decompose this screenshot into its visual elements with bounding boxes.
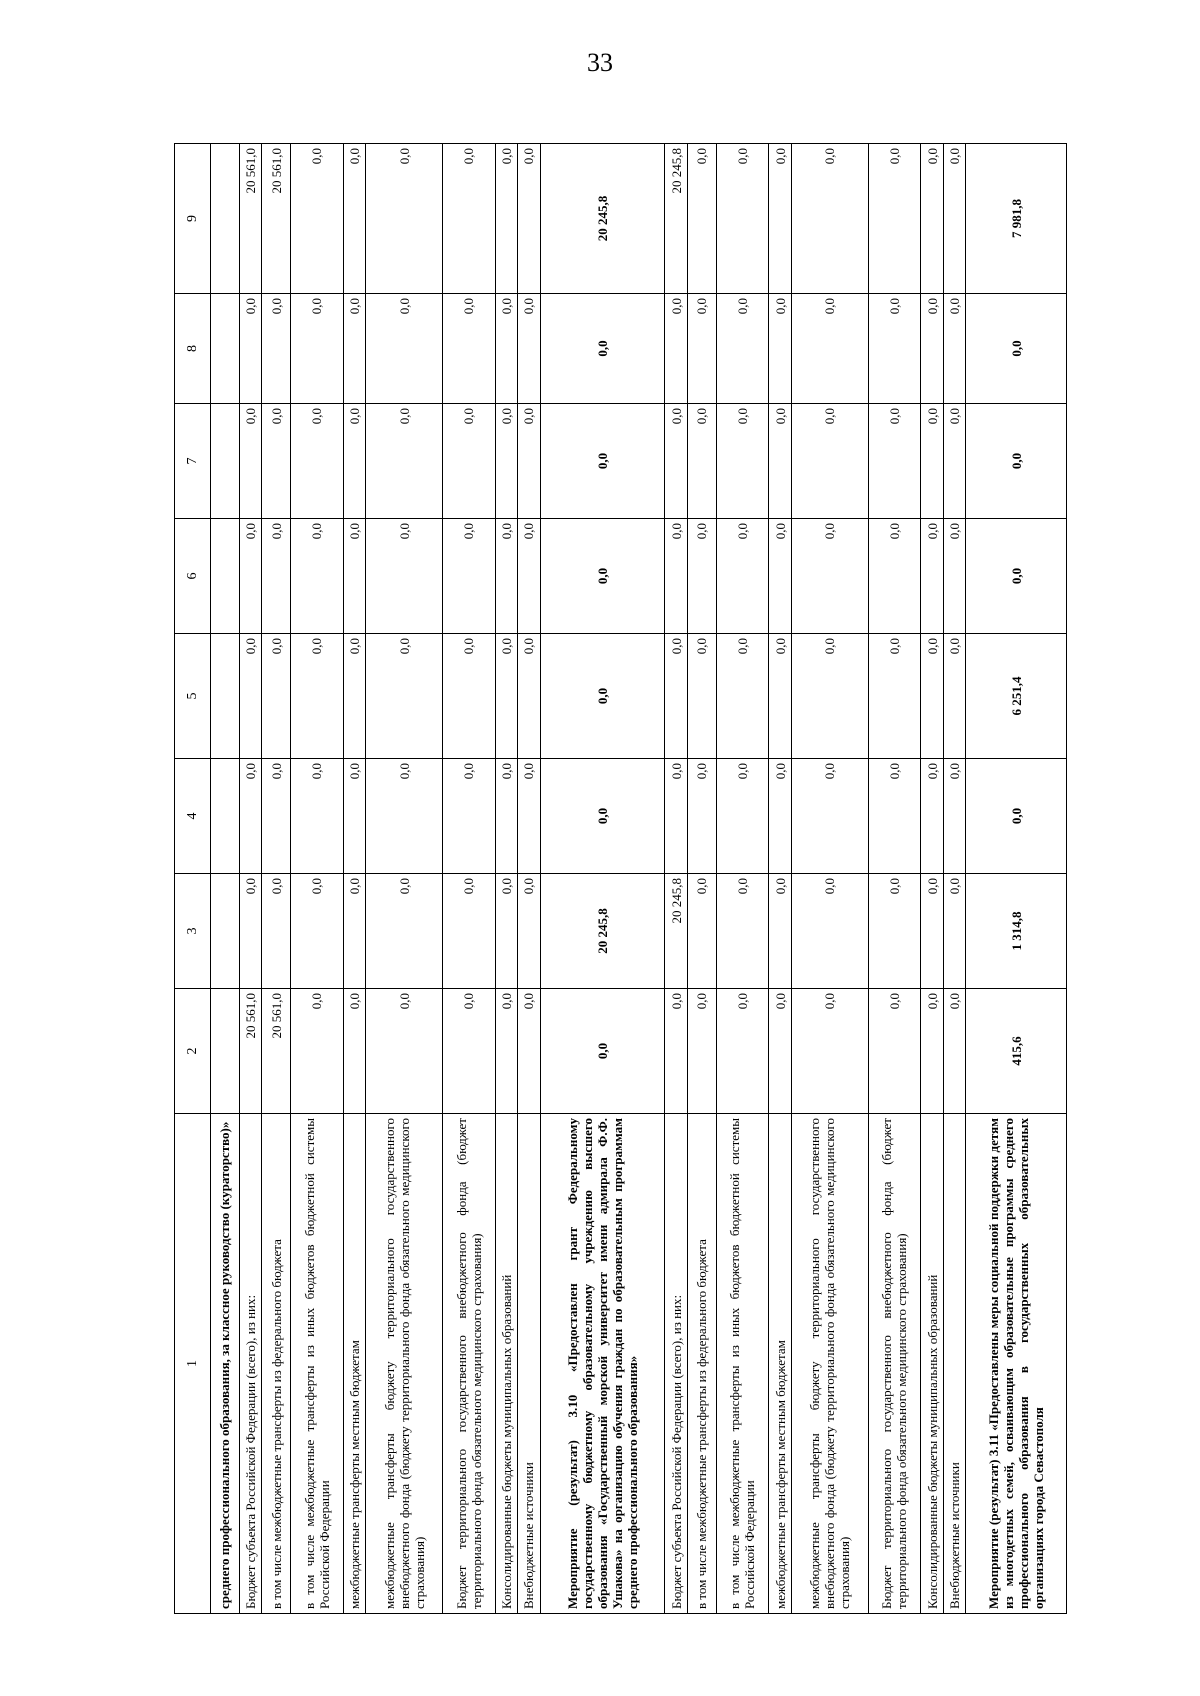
value-cell: 0,0 bbox=[366, 989, 443, 1114]
column-header: 9 bbox=[175, 144, 211, 294]
value-cell: 0,0 bbox=[791, 634, 868, 759]
value-cell: 0,0 bbox=[290, 634, 343, 759]
value-cell: 0,0 bbox=[868, 144, 921, 294]
value-cell: 20 245,8 bbox=[540, 874, 665, 989]
value-cell: 0,0 bbox=[290, 874, 343, 989]
funding-table bbox=[174, 143, 1067, 1614]
value-cell: 0,0 bbox=[966, 294, 1067, 404]
value-cell: 0,0 bbox=[442, 294, 495, 404]
value-cell: 0,0 bbox=[791, 294, 868, 404]
value-cell: 0,0 bbox=[343, 144, 365, 294]
value-cell: 0,0 bbox=[518, 404, 540, 519]
value-cell: 0,0 bbox=[966, 519, 1067, 634]
row-label: межбюджетные трансферты бюджету территориального государственного внебюджетного фонда (бюджету территориального фонда обязательного медицинского страхования) bbox=[366, 1114, 443, 1614]
row-label: среднего профессионального образования, за классное руководство (кураторство)» bbox=[211, 1114, 240, 1614]
value-cell: 0,0 bbox=[262, 404, 291, 519]
value-cell: 0,0 bbox=[791, 144, 868, 294]
table-row bbox=[239, 144, 261, 1614]
value-cell: 0,0 bbox=[687, 144, 716, 294]
value-cell: 0,0 bbox=[366, 759, 443, 874]
value-cell: 415,6 bbox=[966, 989, 1067, 1114]
value-cell: 0,0 bbox=[868, 634, 921, 759]
value-cell: 0,0 bbox=[921, 874, 943, 989]
value-cell: 0,0 bbox=[290, 989, 343, 1114]
value-cell: 0,0 bbox=[769, 634, 791, 759]
value-cell: 0,0 bbox=[769, 404, 791, 519]
value-cell: 20 561,0 bbox=[239, 989, 261, 1114]
value-cell: 0,0 bbox=[343, 404, 365, 519]
value-cell: 0,0 bbox=[366, 874, 443, 989]
column-header: 1 bbox=[175, 1114, 211, 1614]
value-cell: 0,0 bbox=[868, 989, 921, 1114]
value-cell: 0,0 bbox=[262, 874, 291, 989]
value-cell: 0,0 bbox=[687, 404, 716, 519]
value-cell: 0,0 bbox=[943, 404, 965, 519]
value-cell bbox=[211, 519, 240, 634]
value-cell: 0,0 bbox=[239, 519, 261, 634]
value-cell: 0,0 bbox=[540, 759, 665, 874]
value-cell: 0,0 bbox=[687, 874, 716, 989]
value-cell: 0,0 bbox=[518, 294, 540, 404]
value-cell: 0,0 bbox=[769, 144, 791, 294]
value-cell: 0,0 bbox=[495, 404, 517, 519]
value-cell: 0,0 bbox=[518, 634, 540, 759]
value-cell bbox=[211, 144, 240, 294]
row-label: Бюджет субъекта Российской Федерации (всего), из них: bbox=[239, 1114, 261, 1614]
value-cell: 0,0 bbox=[290, 519, 343, 634]
value-cell: 0,0 bbox=[943, 294, 965, 404]
row-label: Консолидированные бюджеты муниципальных образований bbox=[495, 1114, 517, 1614]
value-cell: 0,0 bbox=[921, 294, 943, 404]
table-row bbox=[518, 144, 540, 1614]
value-cell bbox=[211, 404, 240, 519]
value-cell: 0,0 bbox=[343, 634, 365, 759]
value-cell: 0,0 bbox=[518, 989, 540, 1114]
row-label: Внебюджетные источники bbox=[518, 1114, 540, 1614]
value-cell: 0,0 bbox=[943, 144, 965, 294]
value-cell: 0,0 bbox=[366, 404, 443, 519]
value-cell: 1 314,8 bbox=[966, 874, 1067, 989]
value-cell: 0,0 bbox=[687, 519, 716, 634]
value-cell: 6 251,4 bbox=[966, 634, 1067, 759]
value-cell: 0,0 bbox=[442, 519, 495, 634]
value-cell: 0,0 bbox=[442, 144, 495, 294]
row-label: в том числе межбюджетные трансферты из иных бюджетов бюджетной системы Российской Федерации bbox=[290, 1114, 343, 1614]
value-cell: 0,0 bbox=[540, 634, 665, 759]
value-cell: 0,0 bbox=[943, 634, 965, 759]
value-cell bbox=[211, 989, 240, 1114]
value-cell: 7 981,8 bbox=[966, 144, 1067, 294]
value-cell: 0,0 bbox=[687, 294, 716, 404]
value-cell: 0,0 bbox=[868, 519, 921, 634]
value-cell: 0,0 bbox=[716, 294, 769, 404]
row-label: Мероприятие (результат) 3.11 «Предоставлены меры социальной поддержки детям из многодетных семей, осваивающим образовательные программы среднего профессионального образования в государственных образовательных организациях города Севастополя bbox=[966, 1114, 1067, 1614]
value-cell: 0,0 bbox=[687, 989, 716, 1114]
value-cell: 0,0 bbox=[518, 519, 540, 634]
value-cell: 0,0 bbox=[366, 634, 443, 759]
value-cell: 20 245,8 bbox=[665, 144, 687, 294]
value-cell: 0,0 bbox=[442, 989, 495, 1114]
value-cell: 0,0 bbox=[665, 759, 687, 874]
value-cell: 0,0 bbox=[343, 989, 365, 1114]
value-cell: 0,0 bbox=[366, 294, 443, 404]
row-label: межбюджетные трансферты бюджету территориального государственного внебюджетного фонда (бюджету территориального фонда обязательного медицинского страхования) bbox=[791, 1114, 868, 1614]
row-label: межбюджетные трансферты местным бюджетам bbox=[769, 1114, 791, 1614]
value-cell bbox=[211, 874, 240, 989]
value-cell: 0,0 bbox=[921, 634, 943, 759]
value-cell: 0,0 bbox=[442, 634, 495, 759]
value-cell: 0,0 bbox=[966, 404, 1067, 519]
value-cell: 0,0 bbox=[290, 759, 343, 874]
value-cell: 0,0 bbox=[791, 519, 868, 634]
value-cell: 0,0 bbox=[769, 294, 791, 404]
value-cell: 0,0 bbox=[943, 759, 965, 874]
value-cell: 0,0 bbox=[495, 989, 517, 1114]
column-header: 5 bbox=[175, 634, 211, 759]
value-cell: 0,0 bbox=[495, 294, 517, 404]
value-cell: 0,0 bbox=[868, 874, 921, 989]
table-row bbox=[262, 144, 291, 1614]
value-cell: 0,0 bbox=[495, 634, 517, 759]
value-cell: 0,0 bbox=[290, 404, 343, 519]
value-cell: 0,0 bbox=[769, 989, 791, 1114]
value-cell: 0,0 bbox=[665, 294, 687, 404]
row-label: Бюджет субъекта Российской Федерации (всего), из них: bbox=[665, 1114, 687, 1614]
value-cell: 0,0 bbox=[716, 989, 769, 1114]
value-cell: 0,0 bbox=[921, 759, 943, 874]
value-cell: 0,0 bbox=[791, 989, 868, 1114]
value-cell: 0,0 bbox=[239, 759, 261, 874]
funding-table-frame bbox=[174, 144, 1067, 1614]
value-cell: 20 561,0 bbox=[262, 989, 291, 1114]
value-cell: 20 561,0 bbox=[262, 144, 291, 294]
table-row bbox=[343, 144, 365, 1614]
value-cell: 0,0 bbox=[343, 759, 365, 874]
value-cell: 0,0 bbox=[442, 759, 495, 874]
value-cell: 0,0 bbox=[769, 759, 791, 874]
value-cell: 0,0 bbox=[769, 519, 791, 634]
column-header: 7 bbox=[175, 404, 211, 519]
value-cell: 0,0 bbox=[290, 144, 343, 294]
table-row bbox=[540, 144, 665, 1614]
row-label: Консолидированные бюджеты муниципальных образований bbox=[921, 1114, 943, 1614]
value-cell: 0,0 bbox=[495, 144, 517, 294]
value-cell: 0,0 bbox=[868, 294, 921, 404]
value-cell: 0,0 bbox=[716, 759, 769, 874]
value-cell: 0,0 bbox=[665, 634, 687, 759]
value-cell: 0,0 bbox=[239, 404, 261, 519]
value-cell: 0,0 bbox=[262, 634, 291, 759]
column-header: 4 bbox=[175, 759, 211, 874]
table-row bbox=[921, 144, 943, 1614]
value-cell: 0,0 bbox=[518, 759, 540, 874]
table-row bbox=[769, 144, 791, 1614]
page-number: 33 bbox=[587, 48, 613, 77]
value-cell: 20 245,8 bbox=[540, 144, 665, 294]
value-cell: 0,0 bbox=[921, 144, 943, 294]
value-cell: 0,0 bbox=[868, 404, 921, 519]
value-cell: 0,0 bbox=[943, 989, 965, 1114]
value-cell: 0,0 bbox=[290, 294, 343, 404]
value-cell: 0,0 bbox=[540, 989, 665, 1114]
table-body bbox=[211, 144, 1067, 1614]
value-cell: 0,0 bbox=[540, 519, 665, 634]
value-cell: 0,0 bbox=[921, 989, 943, 1114]
value-cell: 0,0 bbox=[540, 294, 665, 404]
table-row bbox=[868, 144, 921, 1614]
value-cell: 0,0 bbox=[518, 144, 540, 294]
value-cell: 0,0 bbox=[495, 874, 517, 989]
value-cell: 0,0 bbox=[716, 519, 769, 634]
row-label: в том числе межбюджетные трансферты из федерального бюджета bbox=[687, 1114, 716, 1614]
value-cell: 0,0 bbox=[769, 874, 791, 989]
value-cell: 0,0 bbox=[262, 519, 291, 634]
value-cell: 0,0 bbox=[343, 874, 365, 989]
value-cell: 0,0 bbox=[868, 759, 921, 874]
value-cell: 0,0 bbox=[665, 989, 687, 1114]
column-header: 2 bbox=[175, 989, 211, 1114]
value-cell bbox=[211, 634, 240, 759]
value-cell: 0,0 bbox=[495, 759, 517, 874]
value-cell: 0,0 bbox=[791, 874, 868, 989]
value-cell: 0,0 bbox=[262, 759, 291, 874]
value-cell: 0,0 bbox=[366, 144, 443, 294]
row-label: Бюджет территориального государственного внебюджетного фонда (бюджет территориального фонда обязательного медицинского страхования) bbox=[442, 1114, 495, 1614]
value-cell: 0,0 bbox=[239, 874, 261, 989]
value-cell: 0,0 bbox=[716, 874, 769, 989]
value-cell: 0,0 bbox=[921, 519, 943, 634]
table-row bbox=[211, 144, 240, 1614]
value-cell: 0,0 bbox=[540, 404, 665, 519]
value-cell: 0,0 bbox=[343, 294, 365, 404]
table-row bbox=[716, 144, 769, 1614]
value-cell: 0,0 bbox=[239, 294, 261, 404]
value-cell: 0,0 bbox=[791, 404, 868, 519]
value-cell: 0,0 bbox=[343, 519, 365, 634]
table-row bbox=[687, 144, 716, 1614]
row-label: Мероприятие (результат) 3.10 «Предоставлен грант Федеральному государственному бюджетному образовательному учреждению высшего образования «Государственный морской университет имени адмирала Ф.Ф. Ушакова» на организацию обучения граждан по образовательным программам среднего профессионального образования» bbox=[540, 1114, 665, 1614]
value-cell: 0,0 bbox=[262, 294, 291, 404]
value-cell: 0,0 bbox=[716, 144, 769, 294]
row-label: Внебюджетные источники bbox=[943, 1114, 965, 1614]
table-row bbox=[495, 144, 517, 1614]
table-row bbox=[665, 144, 687, 1614]
value-cell: 0,0 bbox=[442, 404, 495, 519]
value-cell: 0,0 bbox=[791, 759, 868, 874]
column-header: 3 bbox=[175, 874, 211, 989]
value-cell: 0,0 bbox=[518, 874, 540, 989]
value-cell: 0,0 bbox=[687, 634, 716, 759]
value-cell: 20 245,8 bbox=[665, 874, 687, 989]
value-cell: 0,0 bbox=[665, 404, 687, 519]
table-row bbox=[442, 144, 495, 1614]
value-cell: 0,0 bbox=[687, 759, 716, 874]
row-label: в том числе межбюджетные трансферты из иных бюджетов бюджетной системы Российской Федерации bbox=[716, 1114, 769, 1614]
table-row bbox=[791, 144, 868, 1614]
table-row bbox=[366, 144, 443, 1614]
value-cell: 20 561,0 bbox=[239, 144, 261, 294]
value-cell: 0,0 bbox=[239, 634, 261, 759]
table-row bbox=[943, 144, 965, 1614]
value-cell: 0,0 bbox=[966, 759, 1067, 874]
value-cell bbox=[211, 294, 240, 404]
value-cell: 0,0 bbox=[366, 519, 443, 634]
row-label: Бюджет территориального государственного внебюджетного фонда (бюджет территориального фонда обязательного медицинского страхования) bbox=[868, 1114, 921, 1614]
column-header: 8 bbox=[175, 294, 211, 404]
value-cell: 0,0 bbox=[665, 519, 687, 634]
table-row bbox=[290, 144, 343, 1614]
table-row bbox=[966, 144, 1067, 1614]
value-cell: 0,0 bbox=[716, 404, 769, 519]
value-cell: 0,0 bbox=[716, 634, 769, 759]
value-cell: 0,0 bbox=[495, 519, 517, 634]
value-cell: 0,0 bbox=[442, 874, 495, 989]
value-cell: 0,0 bbox=[943, 874, 965, 989]
column-header: 6 bbox=[175, 519, 211, 634]
row-label: межбюджетные трансферты местным бюджетам bbox=[343, 1114, 365, 1614]
value-cell: 0,0 bbox=[943, 519, 965, 634]
value-cell bbox=[211, 759, 240, 874]
row-label: в том числе межбюджетные трансферты из федерального бюджета bbox=[262, 1114, 291, 1614]
column-number-row bbox=[175, 144, 211, 1614]
value-cell: 0,0 bbox=[921, 404, 943, 519]
